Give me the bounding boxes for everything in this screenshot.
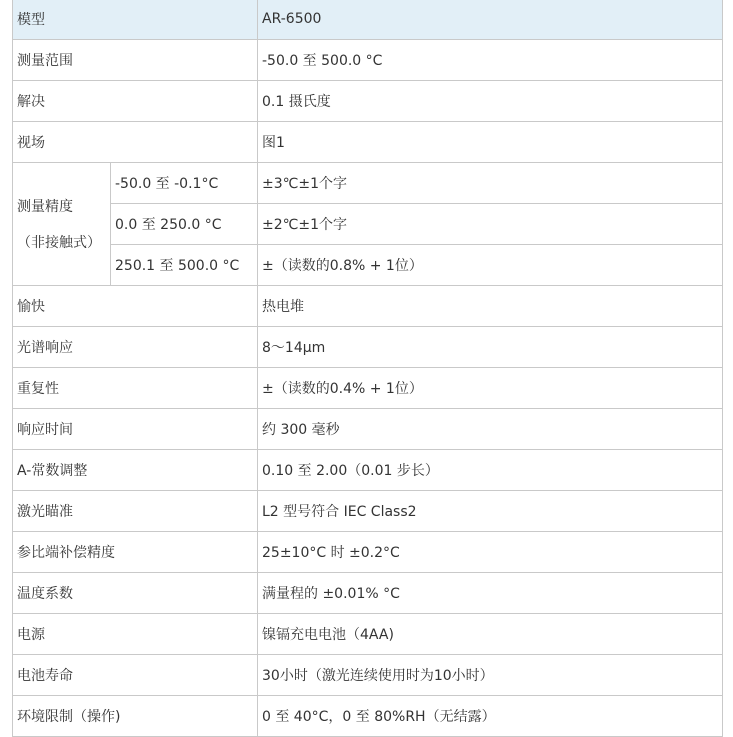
row-label: 光谱响应	[13, 327, 258, 368]
row-value: 0.1 摄氏度	[258, 81, 723, 122]
table-row	[13, 573, 723, 614]
table-row	[13, 491, 723, 532]
row-value: 热电堆	[258, 286, 723, 327]
row-value: 30小时（激光连续使用时为10小时）	[258, 655, 723, 696]
row-label: 响应时间	[13, 409, 258, 450]
header-value: AR-6500	[258, 0, 723, 40]
row-value: ±（读数的0.4% + 1位）	[258, 368, 723, 409]
row-label: 激光瞄准	[13, 491, 258, 532]
row-label: 电池寿命	[13, 655, 258, 696]
header-label: 模型	[13, 0, 258, 40]
table-row	[13, 532, 723, 573]
row-label: 视场	[13, 122, 258, 163]
row-label: A-常数调整	[13, 450, 258, 491]
accuracy-range: 250.1 至 500.0 °C	[111, 245, 258, 286]
table-row	[13, 81, 723, 122]
accuracy-range: 0.0 至 250.0 °C	[111, 204, 258, 245]
table-header-row	[13, 0, 723, 40]
table-row	[13, 368, 723, 409]
table-row	[13, 286, 723, 327]
table-row	[13, 409, 723, 450]
table-row	[13, 450, 723, 491]
table-row	[13, 327, 723, 368]
accuracy-value: ±3℃±1个字	[258, 163, 723, 204]
accuracy-label-cell	[13, 163, 111, 286]
table-row	[13, 204, 723, 245]
row-label: 测量范围	[13, 40, 258, 81]
table-row	[13, 614, 723, 655]
row-label: 解决	[13, 81, 258, 122]
accuracy-value: ±2℃±1个字	[258, 204, 723, 245]
row-value: L2 型号符合 IEC Class2	[258, 491, 723, 532]
row-label: 重复性	[13, 368, 258, 409]
accuracy-range: -50.0 至 -0.1°C	[111, 163, 258, 204]
row-value: 约 300 毫秒	[258, 409, 723, 450]
row-value: 8～14μm	[258, 327, 723, 368]
row-label: 环境限制（操作)	[13, 696, 258, 737]
row-value: 图1	[258, 122, 723, 163]
table-row	[13, 163, 723, 204]
accuracy-value: ±（读数的0.8% + 1位）	[258, 245, 723, 286]
accuracy-sublabel: （非接触式）	[17, 235, 101, 251]
table-row	[13, 122, 723, 163]
table-row	[13, 655, 723, 696]
table-row	[13, 40, 723, 81]
row-value: 0.10 至 2.00（0.01 步长）	[258, 450, 723, 491]
row-value: 满量程的 ±0.01% °C	[258, 573, 723, 614]
row-label: 电源	[13, 614, 258, 655]
row-value: 25±10°C 时 ±0.2°C	[258, 532, 723, 573]
table-row	[13, 245, 723, 286]
spec-table	[12, 0, 723, 737]
row-value: 镍镉充电电池（4AA)	[258, 614, 723, 655]
row-value: 0 至 40°C，0 至 80%RH（无结露）	[258, 696, 723, 737]
row-label: 愉快	[13, 286, 258, 327]
table-row	[13, 696, 723, 737]
row-label: 参比端补偿精度	[13, 532, 258, 573]
row-label: 温度系数	[13, 573, 258, 614]
row-value: -50.0 至 500.0 °C	[258, 40, 723, 81]
accuracy-label: 测量精度	[17, 199, 73, 215]
